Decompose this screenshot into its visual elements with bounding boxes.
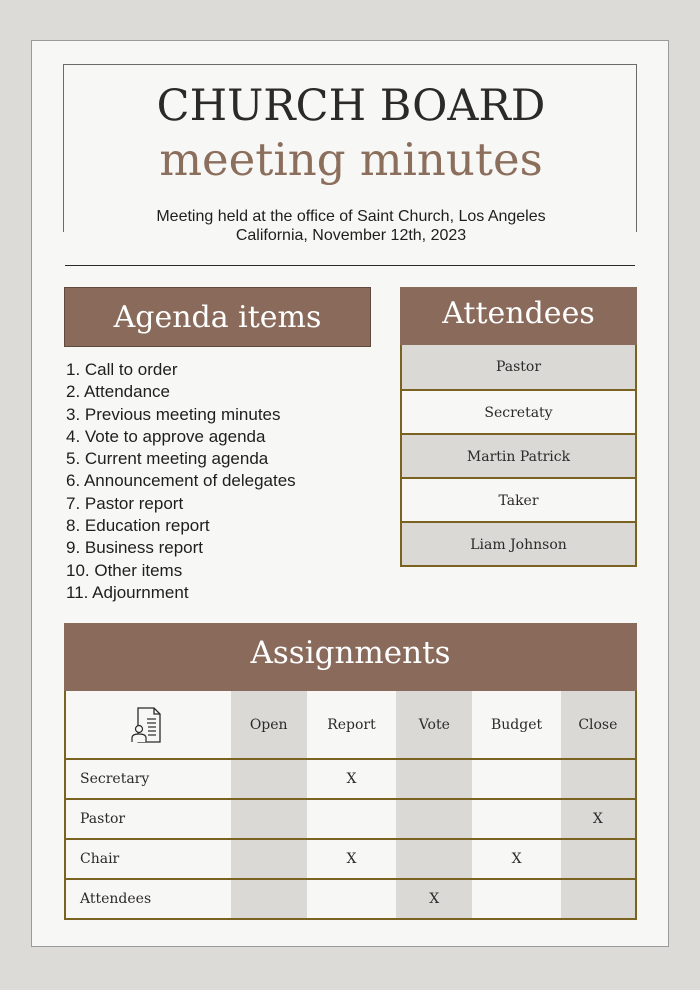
table-cell <box>472 879 560 919</box>
agenda-item: 5. Current meeting agenda <box>66 449 269 469</box>
agenda-item: 10. Other items <box>66 560 183 580</box>
agenda-item: 3. Previous meeting minutes <box>66 404 281 424</box>
table-cell <box>561 879 636 919</box>
table-cell <box>307 879 396 919</box>
table-cell <box>396 759 472 799</box>
table-cell <box>231 759 307 799</box>
agenda-item: 7. Pastor report <box>66 493 184 513</box>
table-cell: X <box>396 879 472 919</box>
document-person-icon <box>128 705 168 745</box>
column-budget: Budget <box>491 716 543 733</box>
agenda-item: 4. Vote to approve agenda <box>66 426 266 446</box>
attendee-row: Liam Johnson <box>402 521 635 565</box>
table-cell <box>231 839 307 879</box>
table-cell <box>307 799 396 839</box>
table-cell <box>561 839 636 879</box>
meeting-info-line2: California, November 12th, 2023 <box>235 227 467 244</box>
page-title: CHURCH BOARD <box>156 81 546 131</box>
attendee-row: Secretaty <box>402 389 635 433</box>
table-cell <box>396 799 472 839</box>
table-cell <box>396 839 472 879</box>
agenda-item: 11. Adjournment <box>66 582 189 602</box>
table-cell: X <box>346 771 357 787</box>
table-cell: X <box>511 851 522 867</box>
assignments-heading: Assignments <box>64 623 637 691</box>
document-page <box>31 40 669 947</box>
table-cell: X <box>346 851 357 867</box>
attendee-row: Taker <box>402 477 635 521</box>
agenda-heading: Agenda items <box>64 287 371 347</box>
agenda-item: 9. Business report <box>66 538 204 558</box>
table-row <box>65 839 636 879</box>
table-row <box>65 879 636 919</box>
column-vote: Vote <box>396 691 472 759</box>
meeting-info-line1: Meeting held at the office of Saint Church, Los Angeles <box>156 208 546 225</box>
attendee-row: Martin Patrick <box>402 433 635 477</box>
agenda-item: 6. Announcement of delegates <box>66 471 296 491</box>
table-cell <box>231 799 307 839</box>
table-row <box>65 799 636 839</box>
agenda-item: 1. Call to order <box>66 360 178 379</box>
role-cell: Secretary <box>80 771 150 787</box>
column-close: Close <box>561 691 636 759</box>
role-cell: Pastor <box>80 811 126 827</box>
meeting-info <box>32 207 670 245</box>
divider <box>65 265 635 266</box>
table-cell <box>231 879 307 919</box>
table-cell: X <box>561 799 636 839</box>
column-report: Report <box>327 716 376 733</box>
page-subtitle: meeting minutes <box>159 133 543 186</box>
role-cell: Attendees <box>80 891 152 907</box>
assignments-table <box>64 691 637 920</box>
role-cell: Chair <box>80 851 120 867</box>
agenda-item: 2. Attendance <box>66 382 170 402</box>
assignments-header-row <box>65 691 636 759</box>
attendees-table <box>400 345 637 567</box>
column-open: Open <box>231 691 307 759</box>
attendees-heading: Attendees <box>400 287 637 345</box>
table-cell <box>472 799 560 839</box>
table-cell <box>561 759 636 799</box>
table-cell <box>472 759 560 799</box>
agenda-item: 8. Education report <box>66 516 210 536</box>
attendee-row: Pastor <box>402 345 635 389</box>
table-row <box>65 759 636 799</box>
header-icon-cell <box>65 691 231 759</box>
agenda-list <box>66 359 296 604</box>
